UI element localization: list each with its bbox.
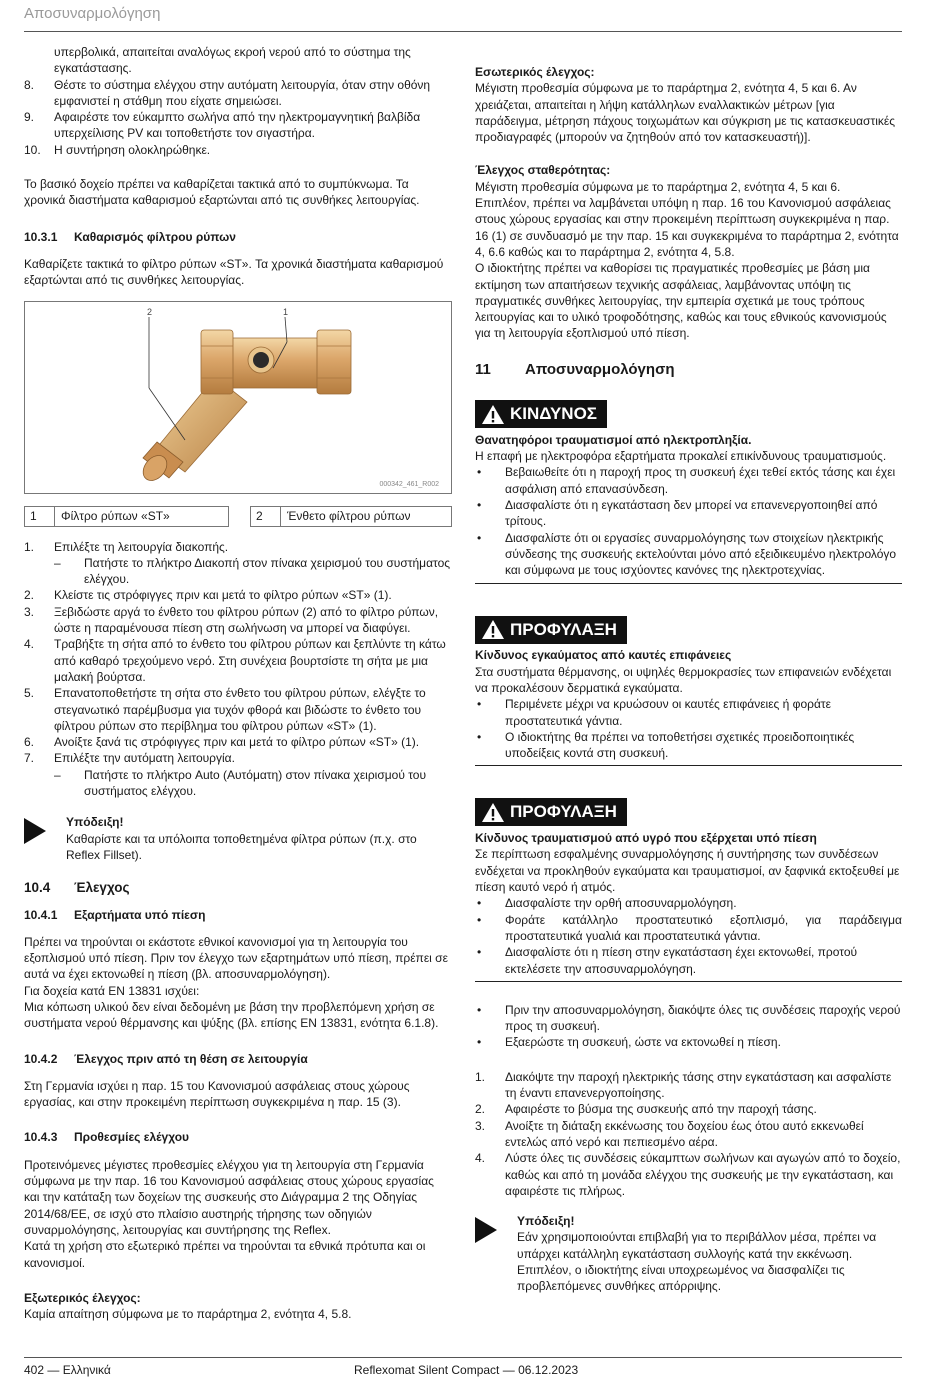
list-item: 4. Λύστε όλες τις συνδέσεις εύκαμπτων σωλήνων και αγωγών από το δοχείο, καθώς και από τη μονάδα ελέγχου της συσκευής με την εγκατάσταση, και αφαιρέστε τις πλήρως. <box>475 1151 901 1198</box>
list-item: 3. Ανοίξτε τη διάταξη εκκένωσης του δοχείου έως ότου αυτό εκκενωθεί εντελώς από νερό και πεπιεσμένο αέρα. <box>475 1118 864 1149</box>
section-text: Κατά τη χρήση στο εξωτερικό πρέπει να τηρούνται τα εθνικά πρότυπα και οι κανονισμοί. <box>24 1239 426 1270</box>
warning-triangle-icon <box>481 619 505 640</box>
danger-text: Η επαφή με ηλεκτροφόρα εξαρτήματα προκαλεί επικίνδυνους τραυματισμούς. <box>475 449 887 464</box>
list-item: • Διασφαλίστε ότι η εγκατάσταση δεν μπορεί να επανενεργοποιηθεί από τρίτους. <box>477 498 878 529</box>
list-item: 9. Αφαιρέστε τον εύκαμπτο σωλήνα από την ηλεκτρομαγνητική βαλβίδα υπερχείλισης PV και τοποθετήστε τον σιγαστήρα. <box>24 110 421 141</box>
section-text: Πρέπει να τηρούνται οι εκάστοτε εθνικοί κανονισμοί για τη λειτουργία του εξοπλισμού υπό πίεση. Πριν τον έλεγχο των εξαρτημάτων υπό πίεση, πρέπει σε αυτά να έχει εκτονωθεί η πίεση (βλ. αποσυναρμολόγηση). <box>24 934 448 982</box>
footer-page: 402 — Ελληνικά <box>24 1363 111 1377</box>
stability-text: Ο ιδιοκτήτης πρέπει να καθορίσει τις πραγματικές προθεσμίες με βάση μια εκτίμηση των απαιτήσεων τεχνικής ασφάλειας, λαμβάνοντας υπόψη τις πραγματικές συνθήκες λειτουργίας, την εμπειρία σχετικά με τους τρόπους λειτουργίας και το υλικό τροφοδότησης, καθώς και τους εθνικούς κανονισμούς για τη λειτουργία εξοπλισμού υπό πίεση. <box>475 261 887 341</box>
legend-item: 2 Ένθετο φίλτρου ρύπων <box>250 506 452 527</box>
warning-triangle-icon <box>481 802 505 823</box>
external-check-text: Καμία απαίτηση σύμφωνα με το παράρτημα 2, ενότητα 4, 5.8. <box>24 1307 352 1322</box>
caution-text: Στα συστήματα θέρμανσης, οι υψηλές θερμοκρασίες των επιφανειών ενδέχεται να προκαλέσουν δερματικά εγκαύματα. <box>475 664 892 695</box>
stability-check-title: Έλεγχος σταθερότητας: <box>475 163 611 178</box>
note-arrow-icon <box>24 818 46 844</box>
strainer-illustration <box>25 302 451 493</box>
caution-title: Κίνδυνος τραυματισμού από υγρό που εξέρχεται υπό πίεση <box>475 831 817 846</box>
list-item: 4. Τραβήξτε τη σήτα από το ένθετο του φίλτρου ρύπων και ξεπλύντε τη κάτω από καθαρό τρεχούμενο νερό. Στη συνέχεια βουρτσίστε τη σήτα με μια μαλακή βούρτσα. <box>24 637 446 684</box>
section-heading-10-4: 10.4 Έλεγχος <box>24 880 130 896</box>
list-item: 1. Διακόψτε την παροχή ηλεκτρικής τάσης στην εγκατάσταση και ασφαλίστε τη έναντι επανενεργοποίησης. <box>475 1069 892 1101</box>
list-item: • Ο ιδιοκτήτης θα πρέπει να τοποθετήσει σχετικές προειδοποιητικές υποδείξεις κοντά στη συσκευή. <box>477 729 855 761</box>
section-heading-10-4-3: 10.4.3 Προθεσμίες ελέγχου <box>24 1130 190 1145</box>
steps-b <box>24 539 452 800</box>
stability-text: Επιπλέον, πρέπει να λαμβάνεται υπόψη η παρ. 16 του Κανονισμού ασφάλειας στους χώρους εργασίας και στην προκειμένη περίπτωση συγκεκριμένα η παρ. 16 (1) σε συνδυασμό με την παρ. 15 και συγκεκριμένα το παράρτημα 2, ενότητα 4, 6.6 καθώς και το παράρτημα 2, ενότητα 4, 5.8. <box>475 196 899 259</box>
caution-text: Σε περίπτωση εσφαλμένης συναρμολόγησης ή συντήρησης των συνδέσεων ενδέχεται να προκληθούν εγκαύματα και τραυματισμοί, αν ξαφνικά εκτοξευθεί με πίεση καυτό νερό ή ατμός. <box>475 847 900 895</box>
left-column <box>24 44 452 1322</box>
figure-label-1: 1 <box>283 306 289 317</box>
list-item: 5. Επανατοποθετήστε τη σήτα στο ένθετο του φίλτρου ρύπων, ελέγξτε το στεγανωτικό παρέμβυσμα για τυχόν φθορά και βιδώστε το ένθετο του φίλτρου ρύπων στο περίβλημα του φίλτρου ρύπων «ST» (1). <box>24 686 426 733</box>
list-item: 3. Ξεβιδώστε αργά το ένθετο του φίλτρου ρύπων (2) από το φίλτρο ρύπων, ώστε η παραμένουσα πίεση στη σωλήνωση να μπορεί να διαφύγει. <box>24 604 439 636</box>
caution-title: Κίνδυνος εγκαύματος από καυτές επιφάνειες <box>475 648 732 663</box>
section-text: Στη Γερμανία ισχύει η παρ. 15 του Κανονισμού ασφάλειας στους χώρους εργασίας, και στην προκειμένη περίπτωση συγκεκριμένα η παρ. 15 (3). <box>24 1078 410 1110</box>
list-item: 2. Αφαιρέστε το βύσμα της συσκευής από την παροχή τάσης. <box>475 1102 817 1117</box>
list-item: • Βεβαιωθείτε ότι η παροχή προς τη συσκευή έχει τεθεί εκτός τάσης και έχει ασφάλιση από επανασύνδεση. <box>477 465 896 496</box>
list-item: 10. Η συντήρηση ολοκληρώθηκε. <box>24 142 211 157</box>
note-arrow-icon <box>475 1217 497 1243</box>
list-item: • Πριν την αποσυναρμολόγηση, διακόψτε όλες τις συνδέσεις παροχής νερού προς τη συσκευή. <box>477 1002 901 1034</box>
list-item: • Διασφαλίστε ότι η πίεση στην εγκατάσταση έχει εκτονωθεί, προτού εκτελέσετε την αποσυναρμολόγηση. <box>477 945 858 976</box>
danger-block <box>475 400 902 583</box>
note-box: Υπόδειξη! Καθαρίστε και τα υπόλοιπα τοποθετημένα φίλτρα ρύπων (π.χ. στο Reflex Fillset). <box>24 814 452 863</box>
pre-disassembly-list <box>475 1002 902 1051</box>
footer-product: Reflexomat Silent Compact — 06.12.2023 <box>354 1363 579 1377</box>
sub-list-item: – Πατήστε το πλήκτρο Auto (Αυτόματη) στον πίνακα χειρισμού του συστήματος ελέγχου. <box>54 767 427 799</box>
note-box: Υπόδειξη! Εάν χρησιμοποιούνται επιβλαβή για το περιβάλλον μέσα, πρέπει να υπάρχει κατάλληλη εγκατάσταση συλλογής κατά την εκκένωση. Επιπλέον, ο ιδιοκτήτης είναι υποχρεωμένος να διασφαλίζει τις προβλεπόμενες συνθήκες απόρριψης. <box>475 1213 902 1294</box>
list-item: • Εξαερώστε τη συσκευή, ώστε να εκτονωθεί η πίεση. <box>477 1035 781 1050</box>
basic-tank-text: Το βασικό δοχείο πρέπει να καθαρίζεται τακτικά από το συμπύκνωμα. Τα χρονικά διαστήματα καθαρισμού εξαρτώνται από τις συνθήκες λειτουργίας. <box>24 177 420 208</box>
sub-list-item: – Πατήστε το πλήκτρο Διακοπή στον πίνακα χειρισμού του συστήματος ελέγχου. <box>54 555 451 587</box>
list-item: 7. Επιλέξτε την αυτόματη λειτουργία. <box>24 751 235 766</box>
list-item: • Περιμένετε μέχρι να κρυώσουν οι καυτές επιφάνειες ή φοράτε προστατευτικά γάντια. <box>477 697 831 728</box>
page-footer <box>24 1357 902 1377</box>
section-text: Για δοχεία κατά EN 13831 ισχύει: <box>24 983 200 998</box>
section-heading-10-3-1: 10.3.1 Καθαρισμός φίλτρου ρύπων <box>24 229 236 244</box>
section-heading-11: 11 Αποσυναρμολόγηση <box>475 360 675 378</box>
list-item: 8. Θέστε το σύστημα ελέγχου στην αυτόματη λειτουργία, όταν στην οθόνη εμφανιστεί η στάθμη που είχατε σημειώσει. <box>24 77 431 108</box>
steps-a <box>24 77 452 158</box>
list-item: 6. Ανοίξτε ξανά τις στρόφιγγες πριν και μετά το φίλτρο ρύπων «ST» (1). <box>24 735 420 750</box>
caution-badge: ΠΡΟΦΥΛΑΞΗ <box>475 798 627 826</box>
section-heading-10-4-1: 10.4.1 Εξαρτήματα υπό πίεση <box>24 907 206 922</box>
section-heading-10-4-2: 10.4.2 Έλεγχος πριν από τη θέση σε λειτουργία <box>24 1051 308 1066</box>
danger-title: Θανατηφόροι τραυματισμοί από ηλεκτροπληξία. <box>475 432 752 447</box>
list-item: 2. Κλείστε τις στρόφιγγες πριν και μετά το φίλτρο ρύπων «ST» (1). <box>24 588 392 603</box>
caution-block-hot-surfaces <box>475 616 902 767</box>
section-text-10-3-1: Καθαρίζετε τακτικά το φίλτρο ρύπων «ST». Τα χρονικά διαστήματα καθαρισμού εξαρτώνται από τις συνθήκες λειτουργίας. <box>24 256 444 288</box>
warning-triangle-icon <box>481 404 505 425</box>
caution-block-pressure <box>475 798 902 981</box>
section-text: Μια κόπωση υλικού δεν είναι δεδομένη με βάση την προβλεπόμενη χρήση σε συστήματα νερού θέρμανσης και ψύξης (βλ. επίσης EN 13831, ενότητα 6.1.8). <box>24 999 439 1031</box>
disassembly-steps <box>475 1069 902 1199</box>
figure-legend <box>24 506 452 527</box>
header-title: Αποσυναρμολόγηση <box>24 5 161 22</box>
figure-id: 000342_461_R002 <box>379 480 439 488</box>
stability-text: Μέγιστη προθεσμία σύμφωνα με το παράρτημα 2, ενότητα 4, 5 και 6. <box>475 179 841 194</box>
figure-label-2: 2 <box>147 306 153 317</box>
list-item: • Διασφαλίστε την ορθή αποσυναρμολόγηση. <box>477 896 737 911</box>
strainer-figure <box>24 301 452 494</box>
caution-badge: ΠΡΟΦΥΛΑΞΗ <box>475 616 627 644</box>
list-item: 1. Επιλέξτε τη λειτουργία διακοπής. <box>24 539 229 554</box>
danger-badge: ΚΙΝΔΥΝΟΣ <box>475 400 607 428</box>
right-column <box>475 44 902 1295</box>
list-item: • Διασφαλίστε ότι οι εργασίες συναρμολόγησης των στοιχείων ηλεκτρικής σύνδεσης της συσκευής εκτελούνται μόνο από εξειδικευμένο ηλεκτρολόγο και σύμφωνα με τους ισχύοντες κανόνες της ηλεκτροτεχνίας. <box>477 530 897 578</box>
page-header <box>24 4 902 32</box>
legend-item: 1 Φίλτρο ρύπων «ST» <box>24 506 229 527</box>
internal-check-title: Εσωτερικός έλεγχος: <box>475 65 595 79</box>
continued-text: υπερβολικά, απαιτείται αναλόγως εκροή νερού από το σύστημα της εγκατάστασης. <box>54 45 411 76</box>
external-check-title: Εξωτερικός έλεγχος: <box>24 1290 141 1305</box>
section-text: Προτεινόμενες μέγιστες προθεσμίες ελέγχου για τη λειτουργία στη Γερμανία σύμφωνα με την παρ. 16 του Κανονισμού ασφάλειας στους χώρους εργασίας και την κατάταξη των δοχείων της συσκευής στο Διάγραμμα 2 της Οδηγίας 2014/68/ΕΕ, σε ισχύ στο πλαίσιο αυστηρής τήρησης των οδηγιών συναρμολόγησης, λειτουργίας και συντήρησης της Reflex. <box>24 1157 434 1237</box>
internal-check-text: Μέγιστη προθεσμία σύμφωνα με το παράρτημα 2, ενότητα 4, 5 και 6. Αν χρειάζεται, απαιτείται η λήψη κατάλληλων εναλλακτικών μέτρων [για παράδειγμα, μέτρηση πάχους τοιχωμάτων και σύγκριση με τις κατασκευαστικές προδιαγραφές (μπορούν να ζητηθούν από τον κατασκευαστή)]. <box>475 81 895 145</box>
list-item: • Φοράτε κατάλληλο προστατευτικό εξοπλισμό, για παράδειγμα προστατευτικά γυαλιά και προστατευτικά γάντια. <box>477 912 902 943</box>
